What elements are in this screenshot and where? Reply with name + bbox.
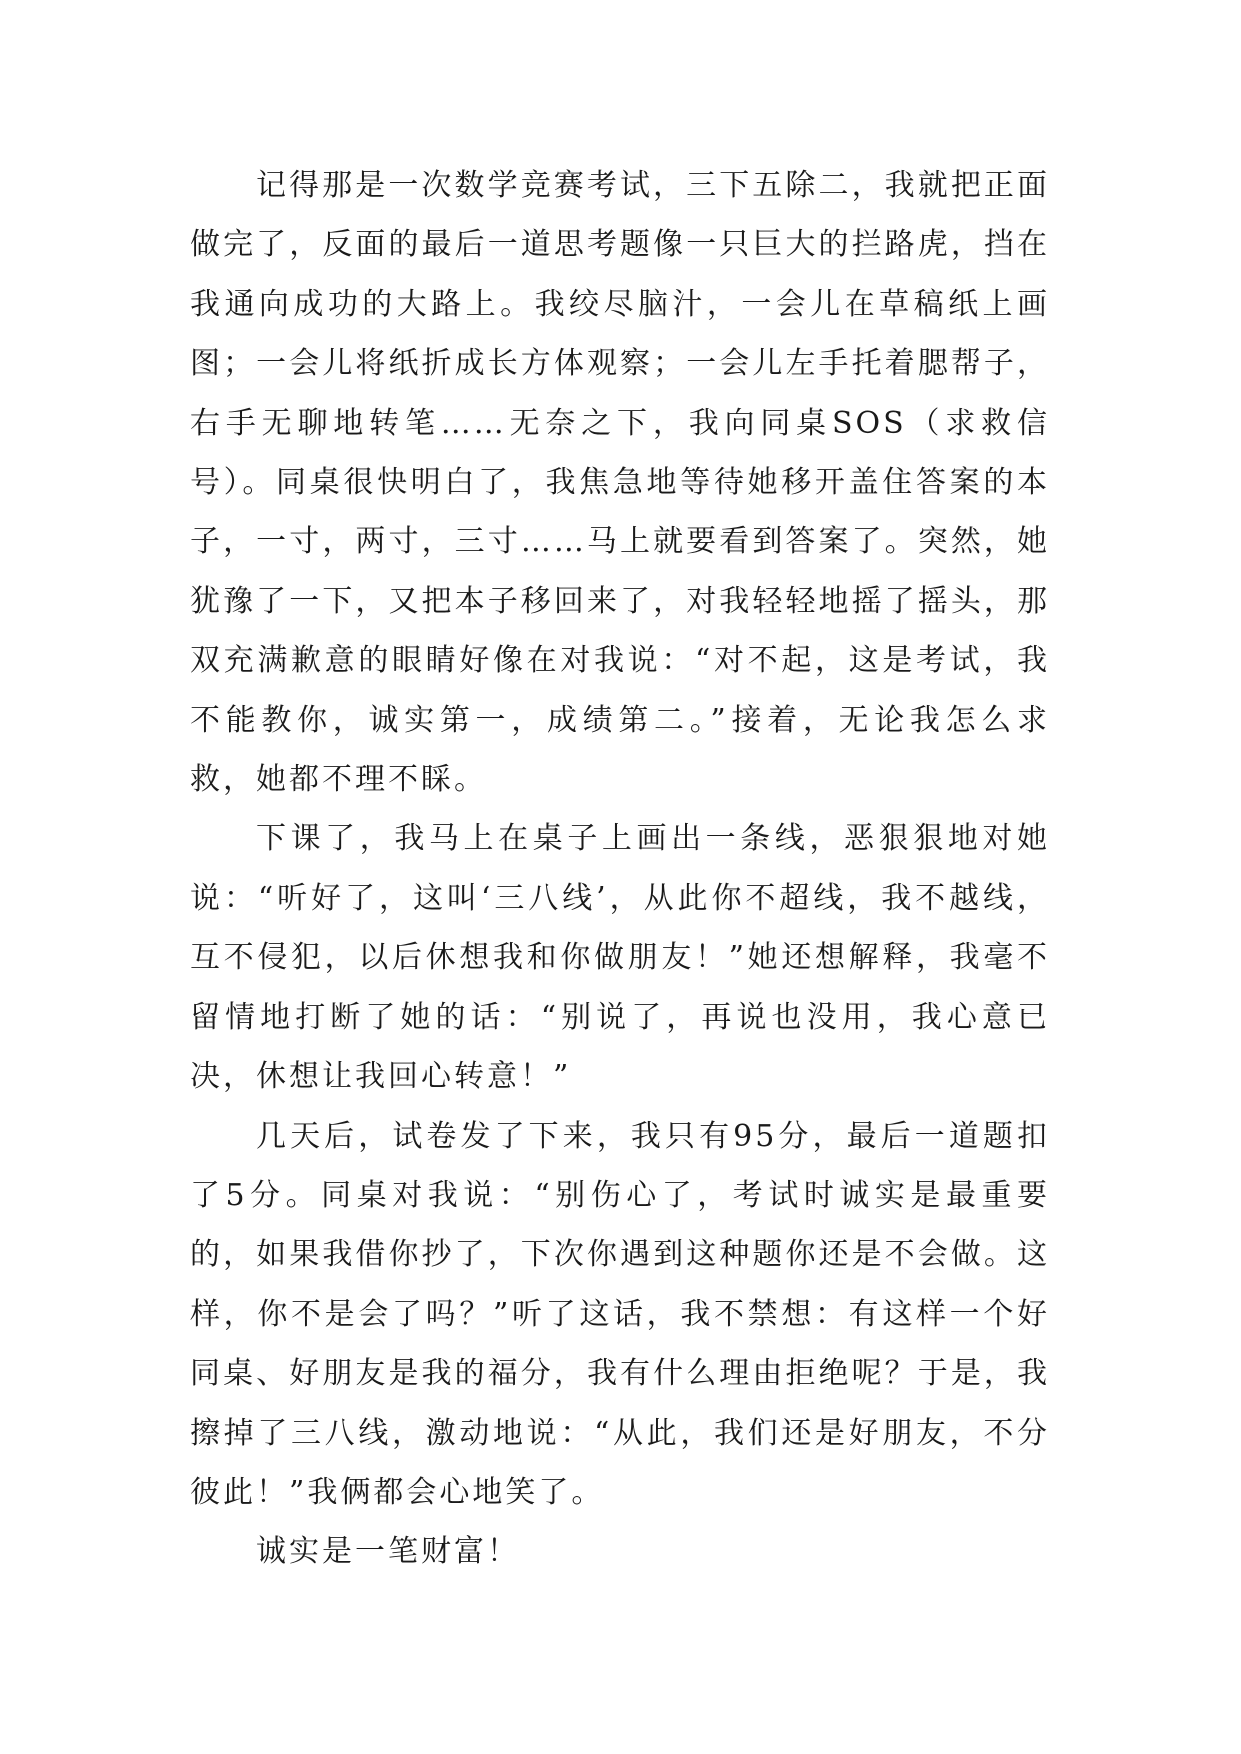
paragraph-reconciliation: 几天后，试卷发了下来，我只有95分，最后一道题扣了5分。同桌对我说：“别伤心了，考试时诚实是最重要的，如果我借你抄了，下次你遇到这种题你还是不会做。这样，你不是会了吗？”听了这话，我不禁想：有这样一个好同桌、好朋友是我的福分，我有什么理由拒绝呢？于是，我擦掉了三八线，激动地说：“从此，我们还是好朋友，不分彼此！”我俩都会心地笑了。	[190, 1118, 1050, 1510]
paragraph-conclusion: 诚实是一笔财富！	[256, 1534, 520, 1570]
paragraph-exam-story: 记得那是一次数学竞赛考试，三下五除二，我就把正面做完了，反面的最后一道思考题像一只巨大的拦路虎，挡在我通向成功的大路上。我绞尽脑汁，一会儿在草稿纸上画图；一会儿将纸折成长方体观察；一会儿左手托着腮帮子，右手无聊地转笔……无奈之下，我向同桌SOS（求救信号）。同桌很快明白了，我焦急地等待她移开盖住答案的本子，一寸，两寸，三寸……马上就要看到答案了。突然，她犹豫了一下，又把本子移回来了，对我轻轻地摇了摇头，那双充满歉意的眼睛好像在对我说：“对不起，这是考试，我不能教你，诚实第一，成绩第二。”接着，无论我怎么求救，她都不理不睬。	[190, 168, 1050, 798]
document-body	[190, 156, 1050, 1582]
paragraph-dividing-line: 下课了，我马上在桌子上画出一条线，恶狠狠地对她说：“听好了，这叫‘三八线’，从此你不超线，我不越线，互不侵犯，以后休想我和你做朋友！”她还想解释，我毫不留情地打断了她的话：“别说了，再说也没用，我心意已决，休想让我回心转意！”	[190, 821, 1050, 1095]
